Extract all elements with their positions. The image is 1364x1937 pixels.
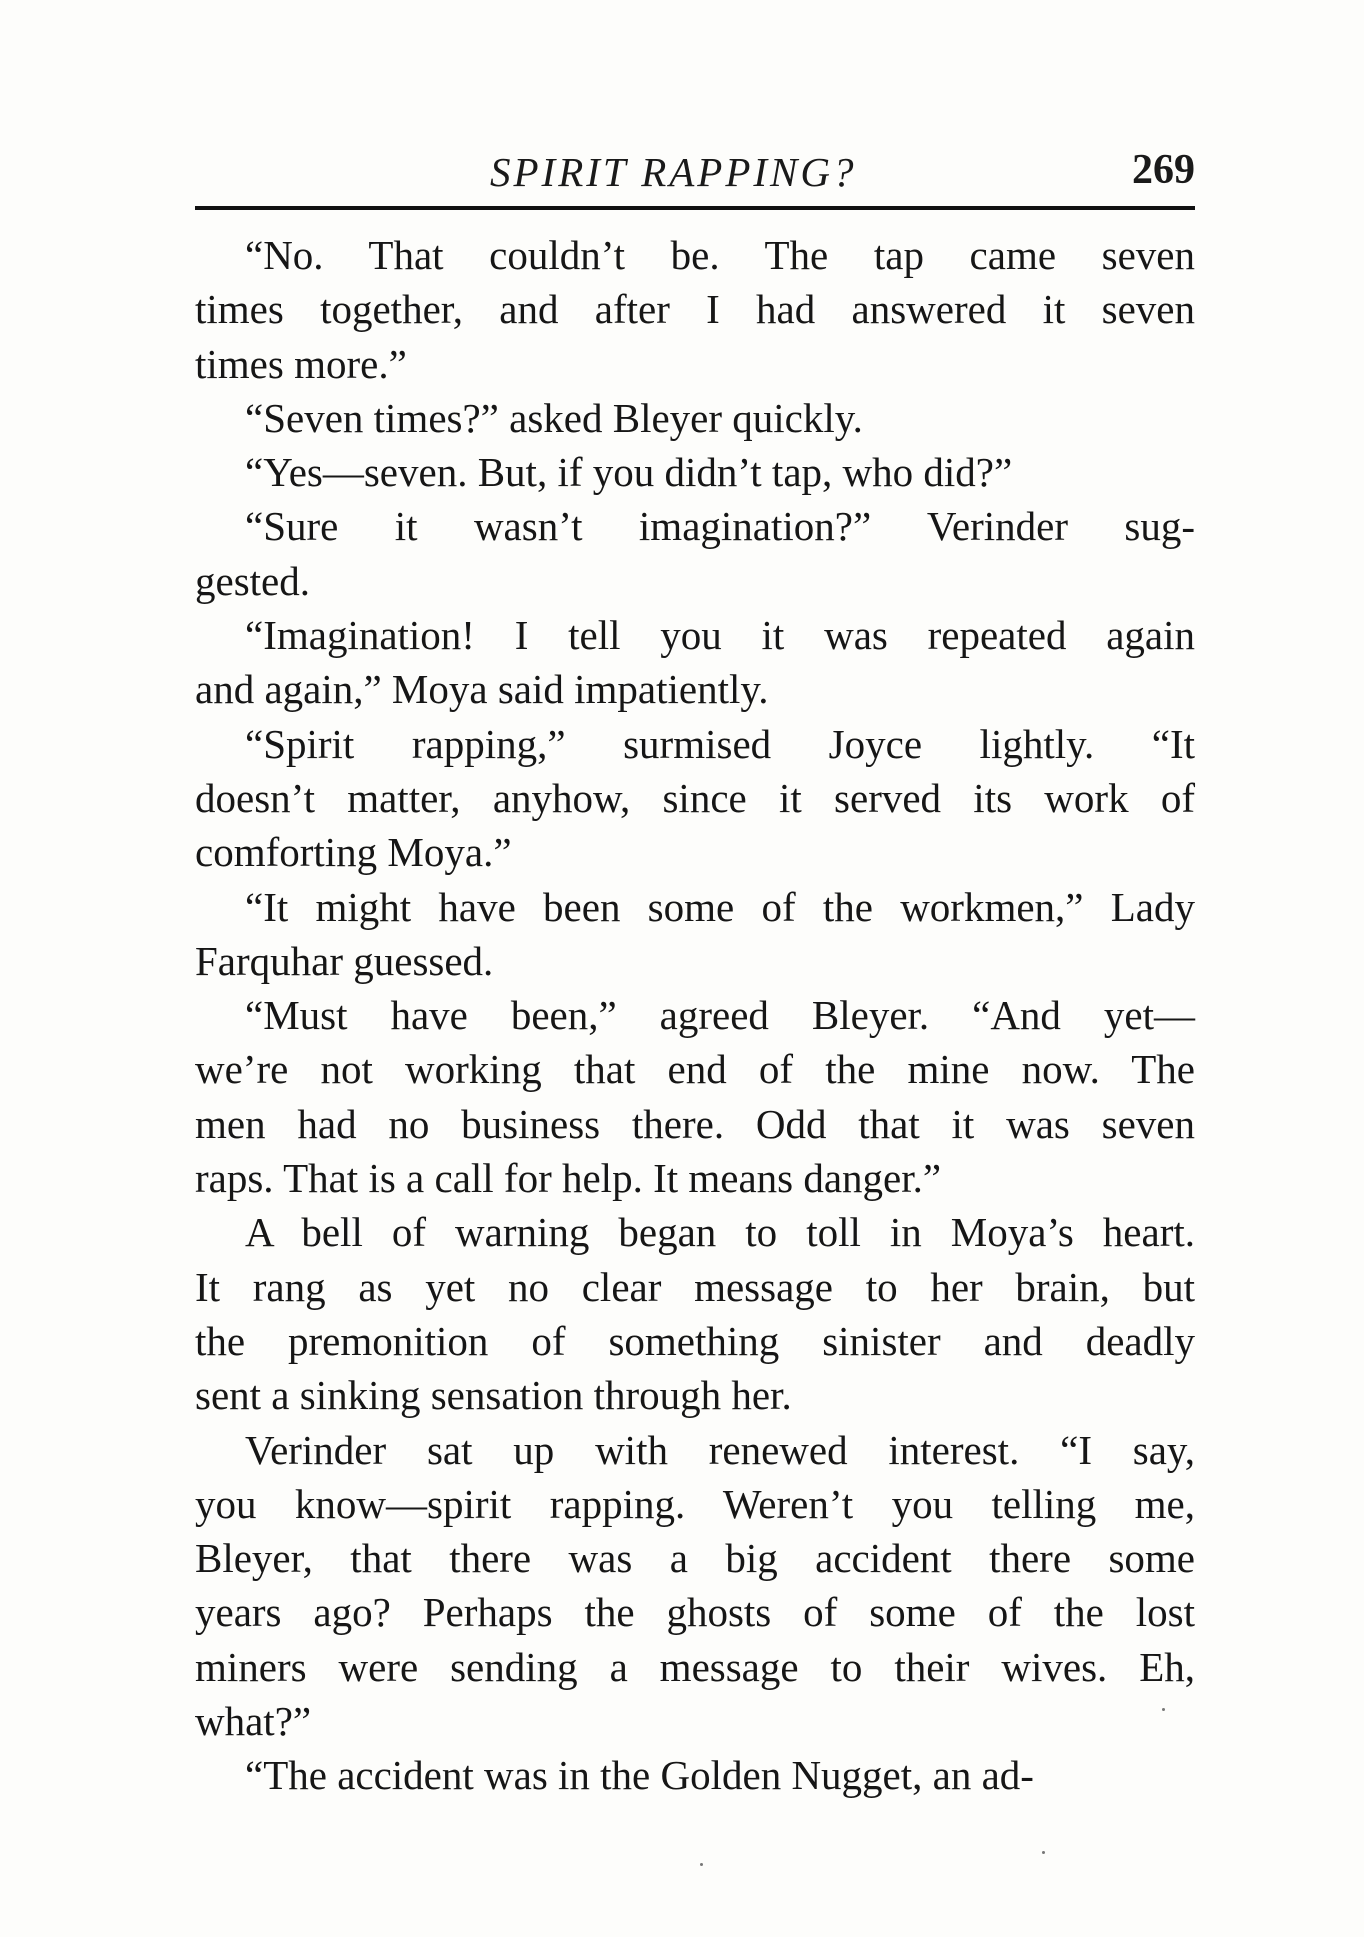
paragraph [195,228,1195,391]
paragraph [195,608,1195,717]
paragraph [195,1748,1195,1802]
paragraph [195,499,1195,608]
text-line: times more.” [195,340,407,387]
text-line: and again,” Moya said impatiently. [195,666,769,713]
paragraph [195,1205,1195,1422]
running-head [195,140,1195,200]
text-line: years ago? Perhaps the ghosts of some of the lost [195,1589,1195,1636]
text-line: Bleyer, that there was a big accident there some [195,1535,1195,1582]
paragraph [195,445,1195,499]
paragraph [195,988,1195,1205]
running-title: SPIRIT RAPPING? [490,149,857,195]
page-number: 269 [1132,147,1195,193]
text-line: “It might have been some of the workmen,” Lady [245,883,1195,930]
text-line: men had no business there. Odd that it was seven [195,1100,1195,1147]
text-line: gested. [195,557,310,604]
paragraph [195,717,1195,880]
text-line: you know—spirit rapping. Weren’t you telling me, [195,1480,1195,1527]
text-line: “Spirit rapping,” surmised Joyce lightly. “It [245,720,1195,767]
text-line: “The accident was in the Golden Nugget, an ad- [245,1752,1034,1799]
text-line: “Yes—seven. But, if you didn’t tap, who did?” [245,449,1013,496]
text-line: “Must have been,” agreed Bleyer. “And yet— [245,992,1195,1039]
text-line: “No. That couldn’t be. The tap came seven [245,232,1195,278]
text-line: Verinder sat up with renewed interest. “I say, [245,1426,1195,1473]
text-line: A bell of warning began to toll in Moya’s heart. [245,1209,1195,1256]
paragraph [195,391,1195,445]
paragraph [195,1423,1195,1749]
paper-speck [1042,1851,1045,1854]
paragraph [195,880,1195,989]
paper-speck [700,1863,703,1866]
text-line: “Sure it wasn’t imagination?” Verinder sug- [245,503,1195,550]
text-line: doesn’t matter, anyhow, since it served its work of [195,774,1195,821]
paper-speck [1162,1708,1165,1711]
text-line: we’re not working that end of the mine now. The [195,1046,1195,1093]
text-line: times together, and after I had answered it seven [195,286,1195,333]
body-text [195,228,1195,1803]
text-line: miners were sending a message to their wives. Eh, [195,1643,1195,1690]
text-line: sent a sinking sensation through her. [195,1372,792,1419]
header-rule [195,206,1195,210]
text-line: raps. That is a call for help. It means danger.” [195,1155,942,1202]
text-line: what?” [195,1698,312,1745]
text-line: “Imagination! I tell you it was repeated again [245,612,1195,659]
text-line: Farquhar guessed. [195,937,494,984]
text-line: It rang as yet no clear message to her brain, but [195,1263,1195,1310]
text-line: “Seven times?” asked Bleyer quickly. [245,394,863,441]
text-line: the premonition of something sinister and deadly [195,1317,1195,1364]
text-line: comforting Moya.” [195,829,512,876]
